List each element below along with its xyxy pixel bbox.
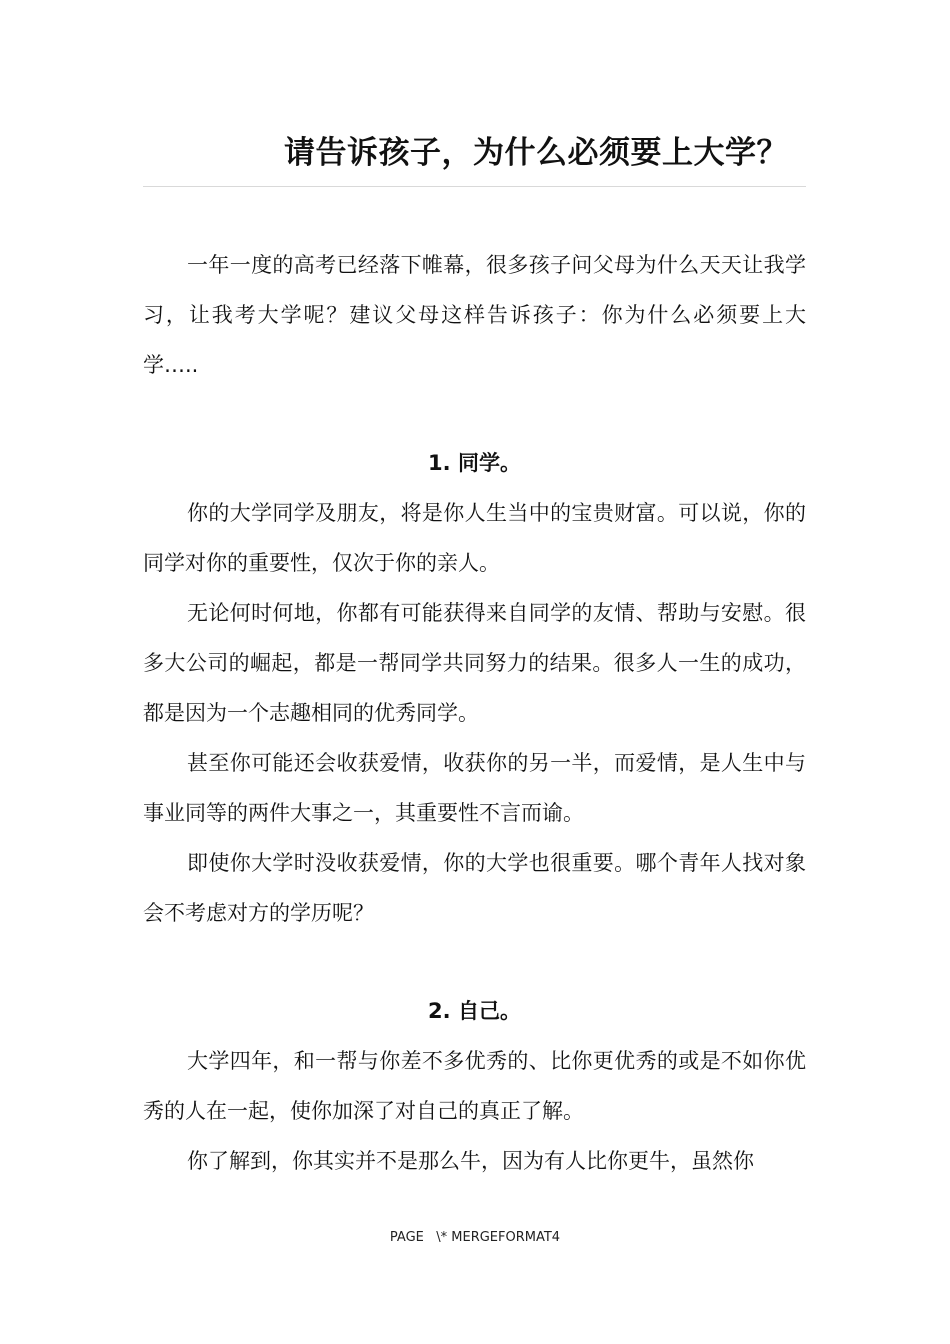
document-title: 请告诉孩子，为什么必须要上大学？ — [284, 135, 788, 171]
section2-paragraph-1: 大学四年，和一帮与你差不多优秀的、比你更优秀的或是不如你优秀的人在一起，使你加深了对自己的真正了解。 — [143, 1049, 806, 1123]
section-heading-classmates: 1. 同学。 — [428, 451, 521, 475]
section1-paragraph-1: 你的大学同学及朋友，将是你人生当中的宝贵财富。可以说，你的同学对你的重要性，仅次于你的亲人。 — [143, 501, 806, 575]
section1-paragraph-4: 即使你大学时没收获爱情，你的大学也很重要。哪个青年人找对象会不考虑对方的学历呢？ — [143, 851, 806, 925]
section1-paragraph-2: 无论何时何地，你都有可能获得来自同学的友情、帮助与安慰。很多大公司的崛起，都是一帮同学共同努力的结果。很多人一生的成功，都是因为一个志趣相同的优秀同学。 — [143, 601, 806, 725]
page-footer-field: PAGE \* MERGEFORMAT4 — [389, 1230, 561, 1245]
section1-paragraph-3: 甚至你可能还会收获爱情，收获你的另一半，而爱情，是人生中与事业同等的两件大事之一，其重要性不言而谕。 — [143, 751, 806, 825]
title-divider — [143, 186, 806, 187]
intro-paragraph: 一年一度的高考已经落下帷幕，很多孩子问父母为什么天天让我学习，让我考大学呢？建议父母这样告诉孩子：你为什么必须要上大学….. — [143, 253, 806, 377]
section2-paragraph-2: 你了解到，你其实并不是那么牛，因为有人比你更牛，虽然你 — [187, 1149, 754, 1173]
section-heading-self: 2. 自己。 — [428, 999, 521, 1023]
